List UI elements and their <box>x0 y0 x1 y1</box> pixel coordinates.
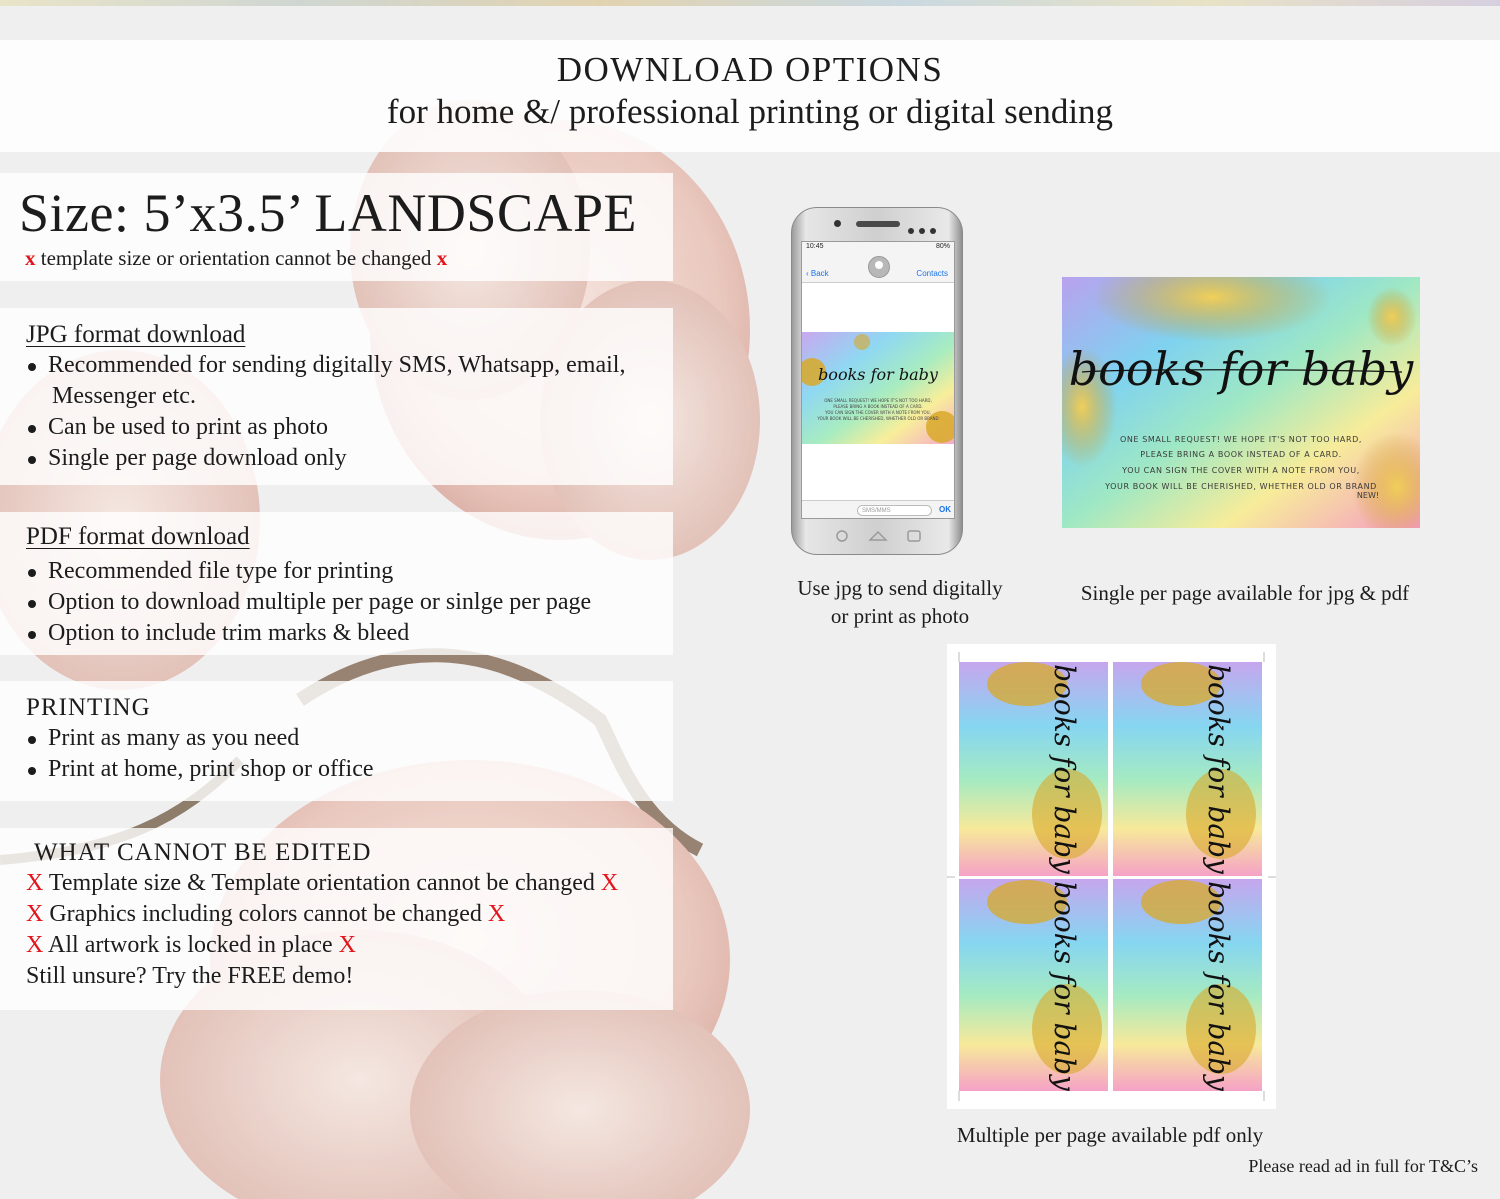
contacts-button[interactable]: Contacts <box>916 269 948 278</box>
phone-mockup <box>791 207 963 555</box>
sheet-cards <box>947 644 1276 1109</box>
printing-list <box>26 723 673 785</box>
card-script-title: books for baby <box>1068 342 1414 396</box>
svg-text:ONE SMALL REQUEST! WE HOPE IT': ONE SMALL REQUEST! WE HOPE IT'S NOT TOO HARD, <box>824 398 932 403</box>
single-caption: Single per page available for jpg & pdf <box>1080 581 1410 605</box>
page-subtitle: for home &/ professional printing or digital sending <box>386 92 1114 131</box>
bullet-icon <box>28 736 36 744</box>
size-panel <box>0 173 673 281</box>
svg-text:PLEASE BRING A BOOK INSTEAD OF: PLEASE BRING A BOOK INSTEAD OF A CARD. <box>833 404 923 409</box>
svg-text:YOUR BOOK WILL BE CHERISHED, W: YOUR BOOK WILL BE CHERISHED, WHETHER OLD OR BRAND <box>1105 482 1377 491</box>
edit-line: X Template size & Template orientation cannot be changed X <box>26 870 619 896</box>
size-title: Size: 5’x3.5’ LANDSCAPE <box>19 183 637 243</box>
list-item: Option to download multiple per page or sinlge per page <box>26 587 673 618</box>
bullet-icon <box>28 569 36 577</box>
demo-line: Still unsure? Try the FREE demo! <box>26 963 354 989</box>
edit-line: X Graphics including colors cannot be changed X <box>26 901 506 927</box>
svg-text:books for baby: books for baby <box>1202 881 1235 1091</box>
pdf-heading: PDF format download <box>26 523 250 550</box>
bullet-icon <box>28 363 36 371</box>
jpg-panel <box>0 308 673 485</box>
phone-screen <box>801 241 955 519</box>
sms-input[interactable]: SMS/MMS <box>857 505 932 516</box>
svg-text:NEW!: NEW! <box>1356 491 1380 500</box>
bullet-icon <box>28 631 36 639</box>
list-item: Recommended for sending digitally SMS, Whatsapp, email, <box>26 350 673 381</box>
bullet-icon <box>28 600 36 608</box>
message-navbar <box>802 253 954 283</box>
svg-text:books for baby: books for baby <box>1048 881 1081 1091</box>
multi-caption: Multiple per page available pdf only <box>956 1123 1264 1147</box>
avatar <box>868 256 890 278</box>
mini-card-script: books for baby <box>818 365 938 384</box>
multi-per-page-sheet <box>947 644 1276 1109</box>
back-button[interactable]: ‹ Back <box>806 269 829 278</box>
svg-text:ONE SMALL REQUEST! WE HOPE IT': ONE SMALL REQUEST! WE HOPE IT'S NOT TOO HARD, <box>1119 435 1363 444</box>
speaker-icon <box>856 221 900 227</box>
status-time: 10:45 <box>806 243 824 250</box>
cannot-edit-panel <box>0 828 673 1010</box>
svg-text:books for baby: books for baby <box>1048 664 1081 874</box>
red-x-mark: x <box>25 246 36 270</box>
list-item: Recommended file type for printing <box>26 556 673 587</box>
sheet-card <box>959 879 1108 1092</box>
send-button[interactable]: OK <box>939 505 951 514</box>
mini-invite-card <box>802 332 954 444</box>
list-item: Print at home, print shop or office <box>26 754 673 785</box>
bullet-icon <box>28 425 36 433</box>
svg-text:PLEASE BRING A BOOK INSTEAD OF: PLEASE BRING A BOOK INSTEAD OF A CARD. <box>1140 450 1342 459</box>
header-band <box>0 40 1500 152</box>
sms-bar <box>802 500 954 519</box>
printing-panel <box>0 681 673 801</box>
single-invite-card <box>1062 277 1420 528</box>
svg-text:YOU CAN SIGN THE COVER WITH A: YOU CAN SIGN THE COVER WITH A NOTE FROM YOU, <box>1122 466 1360 475</box>
cannot-edit-heading: WHAT CANNOT BE EDITED <box>34 839 372 866</box>
sheet-card <box>1113 879 1262 1092</box>
svg-text:YOUR BOOK WILL BE CHERISHED, W: YOUR BOOK WILL BE CHERISHED, WHETHER OLD OR BRAND <box>817 416 939 421</box>
list-item: Can be used to print as photo <box>26 412 673 443</box>
sheet-card <box>959 662 1108 876</box>
camera-icon <box>834 220 841 227</box>
page-title: DOWNLOAD OPTIONS <box>556 50 944 89</box>
pdf-panel <box>0 512 673 655</box>
svg-text:books for baby: books for baby <box>1202 664 1235 874</box>
printing-heading: PRINTING <box>26 694 151 721</box>
svg-text:YOU CAN SIGN THE COVER WITH A: YOU CAN SIGN THE COVER WITH A NOTE FROM YOU, <box>825 410 931 415</box>
terms-note: Please read ad in full for T&C’s <box>1248 1156 1478 1176</box>
sheet-card <box>1113 662 1262 876</box>
top-color-strip <box>0 0 1500 6</box>
status-battery: 80% <box>935 243 950 250</box>
home-button-icon <box>812 526 944 546</box>
bullet-icon <box>28 767 36 775</box>
jpg-list <box>26 350 673 474</box>
jpg-heading: JPG format download <box>26 321 246 348</box>
size-note <box>19 243 673 273</box>
sensor-dots-icon <box>908 221 944 227</box>
list-item: Single per page download only <box>26 443 673 474</box>
red-x-mark: x <box>436 246 448 270</box>
list-item: Print as many as you need <box>26 723 673 754</box>
pdf-list <box>26 556 673 649</box>
phone-caption: Use jpg to send digitally or print as photo <box>797 576 1003 628</box>
list-item-continuation: Messenger etc. <box>52 383 196 409</box>
bullet-icon <box>28 456 36 464</box>
edit-line: X All artwork is locked in place X <box>26 932 356 958</box>
size-note-text: template size or orientation cannot be changed <box>40 246 432 270</box>
list-item: Option to include trim marks & bleed <box>26 618 673 649</box>
status-bar <box>802 242 954 253</box>
